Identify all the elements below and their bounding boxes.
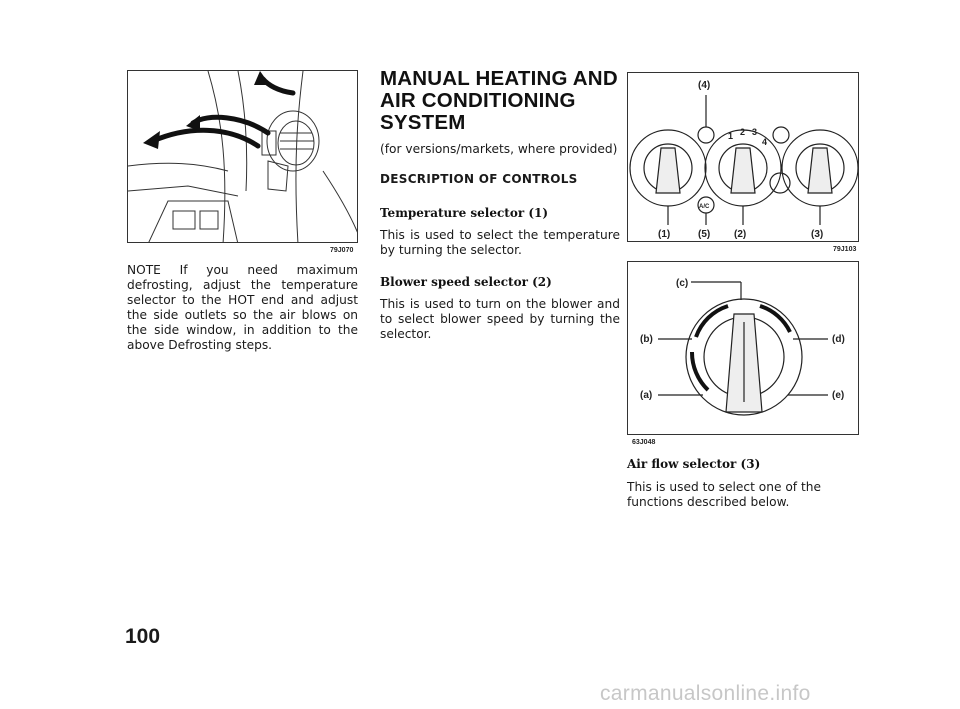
speed-2: 2 — [740, 127, 746, 137]
airflow-text: This is used to select one of the functions described below. — [627, 480, 821, 509]
temperature-text: This is used to select the temperature by turning the selector. — [380, 228, 620, 257]
label-d: (d) — [832, 334, 845, 345]
label-4: (4) — [698, 80, 711, 91]
label-2: (2) — [734, 229, 747, 240]
vent-illustration — [127, 70, 358, 243]
airflow-heading: Air flow selector (3) — [627, 457, 761, 471]
label-a: (a) — [640, 390, 653, 401]
page-number: 100 — [125, 625, 161, 648]
label-b: (b) — [640, 334, 653, 345]
vent-drawing — [128, 71, 358, 243]
control-panel-illustration — [627, 72, 859, 242]
figure-code-79j103: 79J103 — [833, 246, 857, 253]
speed-3: 3 — [752, 127, 758, 137]
section-subtitle: (for versions/markets, where provided) — [380, 142, 618, 156]
temperature-heading: Temperature selector (1) — [380, 206, 549, 220]
figure-code-63j048: 63J048 — [632, 439, 656, 446]
label-c: (c) — [676, 278, 689, 289]
airflow-dial-illustration — [627, 261, 859, 435]
note-paragraph: NOTE If you need maximum defrosting, adjust the temperature selector to the HOT end and adjust the side outlets so the air blows on the side window, in addition to the above Defrosting steps. — [127, 263, 358, 352]
blower-text: This is used to turn on the blower and to select blower speed by turning the selector. — [380, 297, 620, 341]
control-panel-drawing — [628, 73, 859, 242]
figure-code-79j070: 79J070 — [330, 247, 354, 254]
speed-1: 1 — [728, 131, 734, 141]
label-1: (1) — [658, 229, 671, 240]
speed-4: 4 — [762, 137, 768, 147]
controls-heading: DESCRIPTION OF CONTROLS — [380, 172, 578, 186]
label-e: (e) — [832, 390, 845, 401]
blower-heading: Blower speed selector (2) — [380, 275, 552, 289]
section-title: MANUAL HEATING AND AIR CONDITIONING SYSTEM — [380, 67, 618, 134]
label-3: (3) — [811, 229, 824, 240]
watermark: carmanualsonline.info — [600, 682, 811, 705]
airflow-dial-drawing — [628, 262, 859, 435]
label-5: (5) — [698, 229, 711, 240]
ac-label: A/C — [699, 204, 710, 210]
